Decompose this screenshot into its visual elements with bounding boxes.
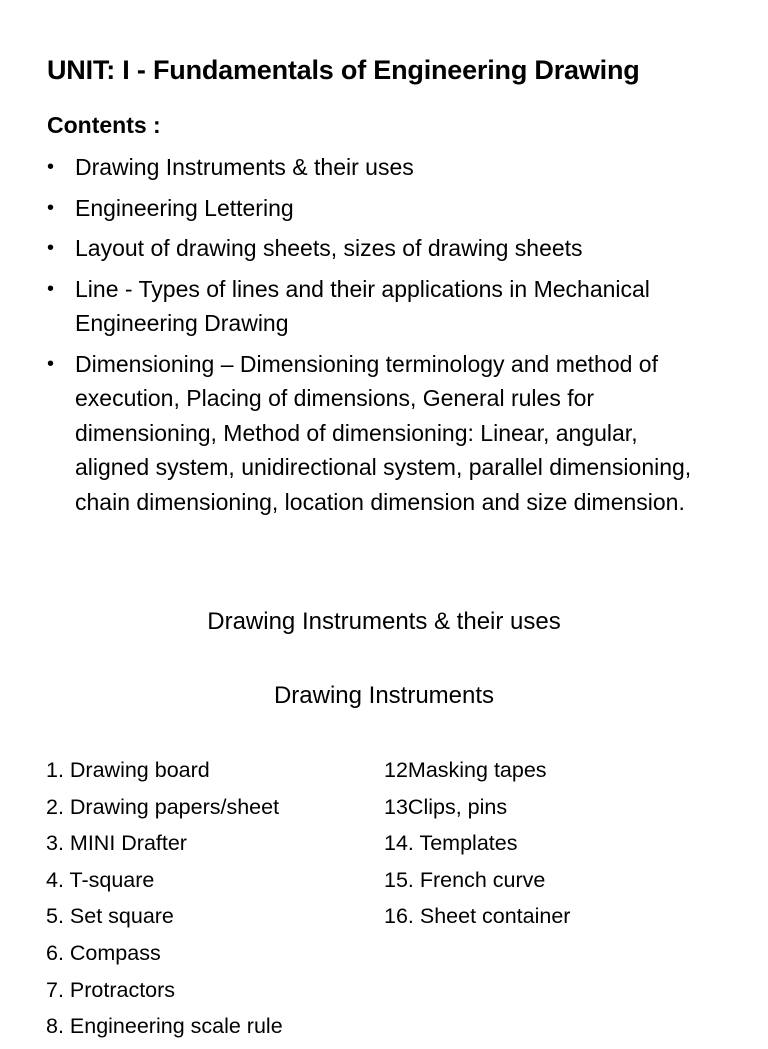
instrument-item: 4. T-square xyxy=(46,867,155,892)
instruments-list-left xyxy=(46,756,283,1049)
instrument-item: 8. Engineering scale rule xyxy=(46,1014,283,1039)
contents-item xyxy=(47,347,707,520)
instrument-item: 14. Templates xyxy=(384,831,518,856)
bullet-icon: • xyxy=(47,277,55,300)
instrument-item: 1. Drawing board xyxy=(46,758,210,782)
contents-item-text: Layout of drawing sheets, sizes of drawing sheets xyxy=(75,235,583,261)
contents-item-text: Line - Types of lines and their applications in Mechanical Engineering Drawing xyxy=(75,275,650,336)
instrument-item: 16. Sheet container xyxy=(384,904,571,929)
bullet-icon: • xyxy=(47,156,55,178)
subsection-heading: Drawing Instruments xyxy=(273,682,495,709)
contents-list xyxy=(47,150,707,525)
instruments-list-right xyxy=(384,756,570,939)
bullet-icon: • xyxy=(47,237,55,259)
instrument-item: 3. MINI Drafter xyxy=(46,831,187,856)
contents-item-text: Dimensioning – Dimensioning terminology and method of execution, Placing of dimensions, General rules for dimensioning, Method of dimensioning: Linear, angular, aligned system, unidirectional system, parallel dimensioning, chain dimensioning, location dimension and size dimension. xyxy=(75,350,692,515)
instrument-item: 13Clips, pins xyxy=(384,794,508,819)
section-heading: Drawing Instruments & their uses xyxy=(207,608,561,635)
instrument-item: 7. Protractors xyxy=(46,977,176,1002)
page-title: UNIT: I - Fundamentals of Engineering Drawing xyxy=(47,55,640,85)
instrument-item: 5. Set square xyxy=(46,904,174,929)
instrument-item: 12Masking tapes xyxy=(384,758,547,782)
instrument-item: 6. Compass xyxy=(46,940,161,965)
contents-label: Contents : xyxy=(47,112,161,138)
instrument-item: 15. French curve xyxy=(384,867,546,892)
contents-item xyxy=(47,191,707,226)
contents-item xyxy=(47,231,707,266)
contents-item-text: Engineering Lettering xyxy=(75,194,294,221)
instrument-item: 2. Drawing papers/sheet xyxy=(46,794,280,819)
bullet-icon: • xyxy=(47,352,55,375)
contents-item-text: Drawing Instruments & their uses xyxy=(75,154,414,180)
bullet-icon: • xyxy=(47,196,55,219)
contents-item xyxy=(47,150,707,185)
contents-item xyxy=(47,272,707,341)
